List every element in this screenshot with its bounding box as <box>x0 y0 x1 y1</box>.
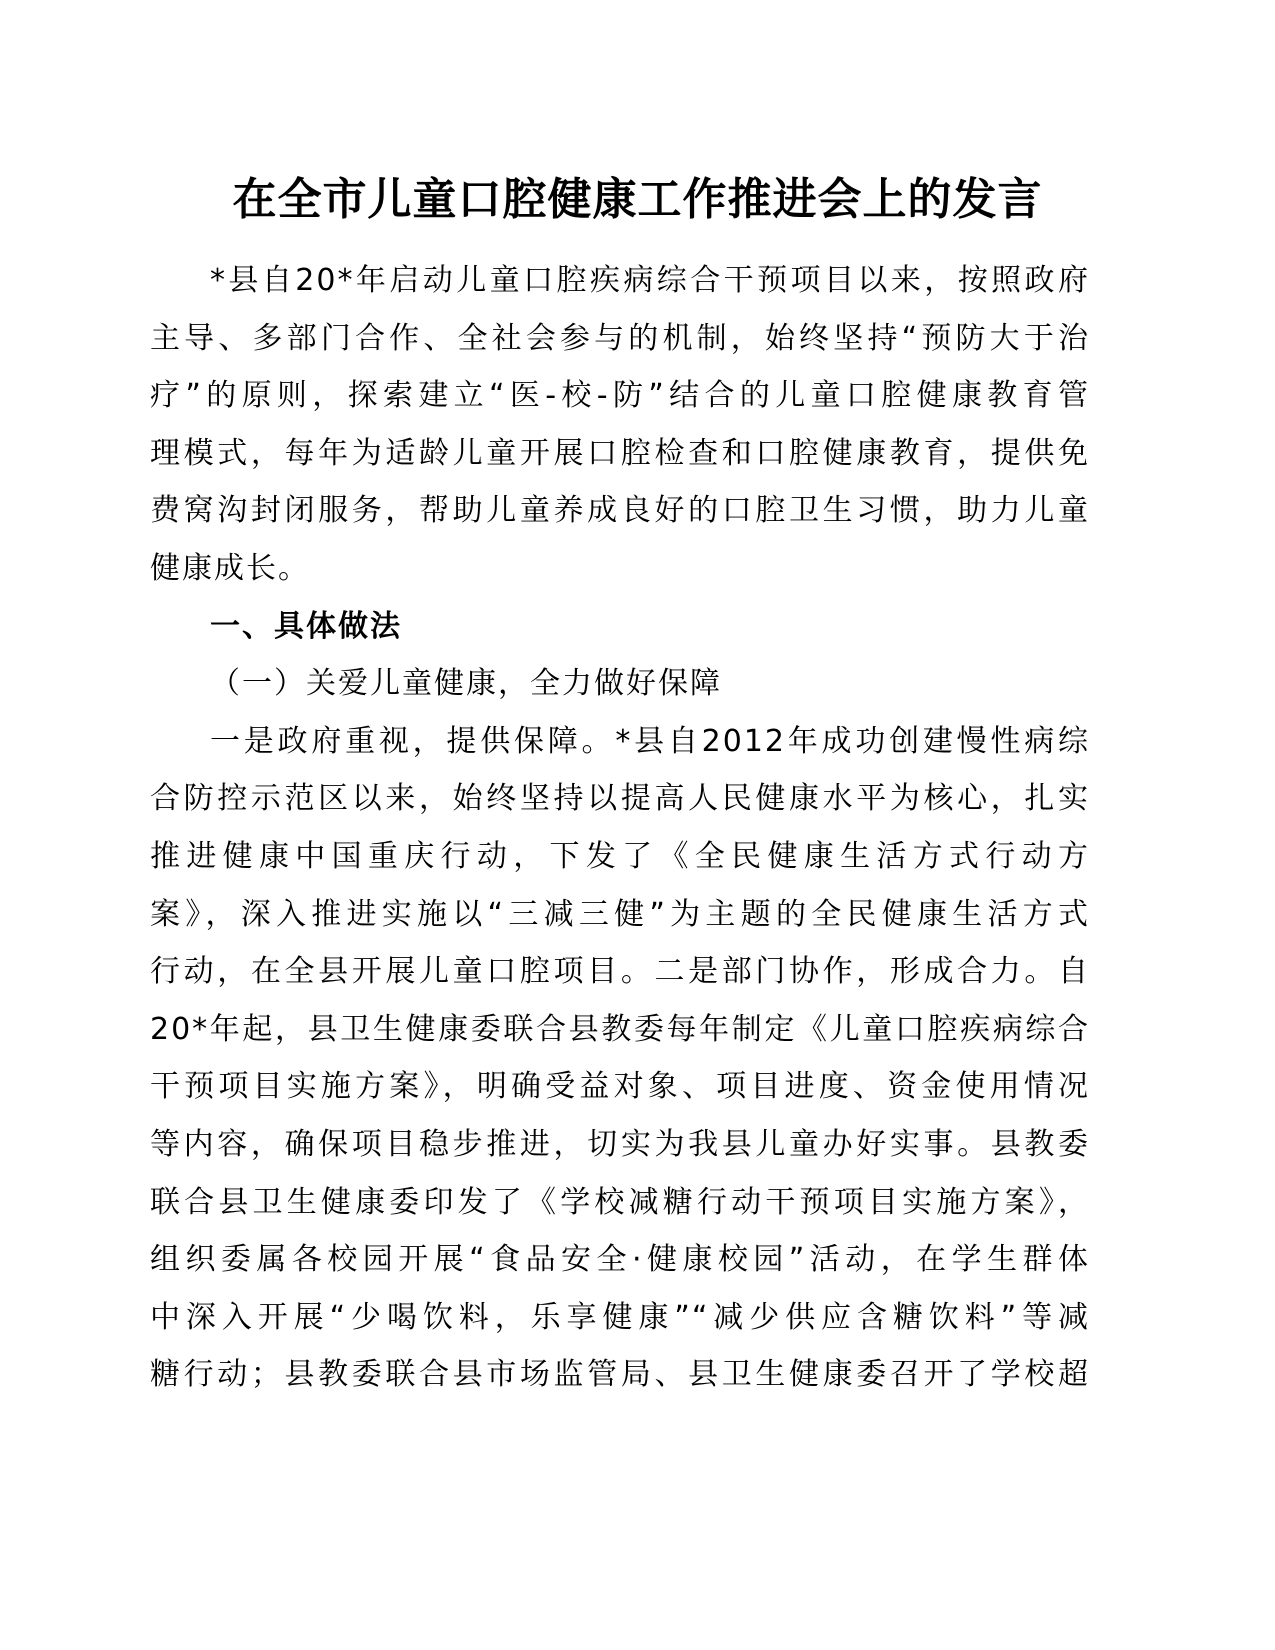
text-line: 健康成长。 <box>150 550 310 586</box>
subheading-text: （一）关爱儿童健康，全力做好保障 <box>210 666 722 702</box>
section-heading-2 <box>150 655 1090 713</box>
heading-text: 一、具体做法 <box>210 608 402 644</box>
text-line: 费窝沟封闭服务，帮助儿童养成良好的口腔卫生习惯，助力儿童 <box>150 493 1090 529</box>
text-line: 疗”的原则，探索建立“医-校-防”结合的儿童口腔健康教育管 <box>150 378 1090 414</box>
text-line: 行动，在全县开展儿童口腔项目。二是部门协作，形成合力。自 <box>150 954 1090 990</box>
text-line: 理模式，每年为适龄儿童开展口腔检查和口腔健康教育，提供免 <box>150 435 1090 471</box>
text-line: 20*年起，县卫生健康委联合县教委每年制定《儿童口腔疾病综合 <box>150 1011 1090 1047</box>
text-line: 推进健康中国重庆行动，下发了《全民健康生活方式行动方 <box>150 838 1090 874</box>
text-line: 糖行动；县教委联合县市场监管局、县卫生健康委召开了学校超 <box>150 1357 1090 1393</box>
text-line: 主导、多部门合作、全社会参与的机制，始终坚持“预防大于治 <box>150 320 1090 356</box>
section-heading-1 <box>150 598 1090 656</box>
body-paragraph <box>150 713 1090 1404</box>
document-title: 在全市儿童口腔健康工作推进会上的发言 <box>232 174 1043 225</box>
text-line: 组织委属各校园开展“食品安全·健康校园”活动，在学生群体 <box>150 1242 1090 1278</box>
intro-paragraph <box>150 252 1090 598</box>
document-body <box>150 252 1090 1404</box>
text-line: 等内容，确保项目稳步推进，切实为我县儿童办好实事。县教委 <box>150 1126 1090 1162</box>
text-line: *县自20*年启动儿童口腔疾病综合干预项目以来，按照政府 <box>210 263 1090 298</box>
text-line: 一是政府重视，提供保障。*县自2012年成功创建慢性病综 <box>210 723 1090 759</box>
text-line: 案》，深入推进实施以“三减三健”为主题的全民健康生活方式 <box>150 896 1090 932</box>
text-line: 干预项目实施方案》，明确受益对象、项目进度、资金使用情况 <box>150 1069 1090 1105</box>
text-line: 中深入开展“少喝饮料，乐享健康”“减少供应含糖饮料”等减 <box>150 1299 1090 1335</box>
text-line: 合防控示范区以来，始终坚持以提高人民健康水平为核心，扎实 <box>150 781 1090 817</box>
text-line: 联合县卫生健康委印发了《学校减糖行动干预项目实施方案》， <box>150 1184 1090 1220</box>
